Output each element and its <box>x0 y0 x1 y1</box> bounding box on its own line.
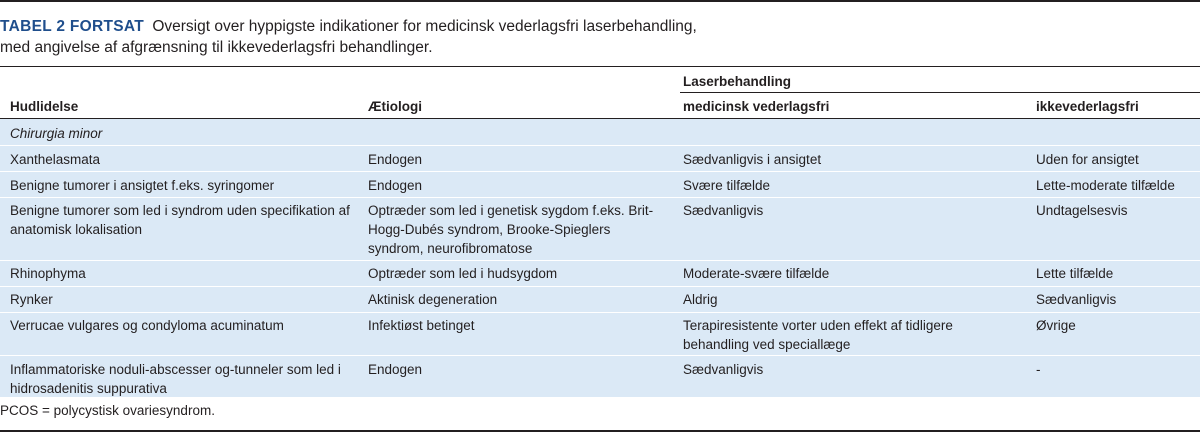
row-separator <box>0 171 1200 172</box>
cell-aetiologi: Optræder som led i genetisk sygdom f.eks. Brit-Hogg-Dubés syndrom, Brooke-Spieglers syndrom, neurofibromatose <box>368 203 654 256</box>
cell-ikkevederlagsfri: Lette tilfælde <box>1036 266 1114 281</box>
cell-ikkevederlagsfri: Uden for ansigtet <box>1036 152 1139 167</box>
header-ikkevederlagsfri: ikkevederlagsfri <box>1036 99 1139 114</box>
cell-hudlidelse: Xanthelasmata <box>10 152 101 167</box>
cell-aetiologi: Infektiøst betinget <box>368 318 475 333</box>
cell-aetiologi: Endogen <box>368 152 423 167</box>
cell-ikkevederlagsfri: Øvrige <box>1036 318 1076 333</box>
cell-ikkevederlagsfri: Sædvanligvis <box>1036 292 1117 307</box>
header-hudlidelse: Hudlidelse <box>10 99 79 114</box>
caption-label: TABEL 2 FORTSAT <box>0 18 144 35</box>
cell-hudlidelse: Benigne tumorer i ansigtet f.eks. syringomer <box>10 178 275 193</box>
cell-vederlagsfri: Moderate-svære tilfælde <box>683 266 830 281</box>
row-separator <box>0 260 1200 261</box>
cell-ikkevederlagsfri: - <box>1036 362 1041 377</box>
cell-ikkevederlagsfri: Undtagelsesvis <box>1036 203 1128 218</box>
header-group-laserbehandling: Laserbehandling <box>683 74 792 89</box>
row-separator <box>0 286 1200 287</box>
caption-text: Oversigt over hyppigste indikationer for medicinsk vederlagsfri laserbehandling, med angivelse af afgrænsning til ikkevederlagsfri behandlinger. <box>0 18 697 56</box>
cell-aetiologi: Optræder som led i hudsygdom <box>368 266 558 281</box>
cell-vederlagsfri: Aldrig <box>683 292 718 307</box>
table-caption <box>0 16 700 58</box>
header-group-rule <box>680 92 1200 93</box>
subheading-chirurgia-minor: Chirurgia minor <box>10 126 103 141</box>
cell-vederlagsfri: Svære tilfælde <box>683 178 771 193</box>
header-top-rule <box>0 66 1200 67</box>
cell-hudlidelse: Verrucae vulgares og condyloma acuminatum <box>10 318 284 333</box>
cell-vederlagsfri: Sædvanligvis i ansigtet <box>683 152 822 167</box>
row-separator <box>0 145 1200 146</box>
header-medicinsk-vederlagsfri: medicinsk vederlagsfri <box>683 99 830 114</box>
cell-vederlagsfri: Sædvanligvis <box>683 362 764 377</box>
cell-ikkevederlagsfri: Lette-moderate tilfælde <box>1036 178 1175 193</box>
cell-vederlagsfri: Sædvanligvis <box>683 203 764 218</box>
cell-aetiologi: Endogen <box>368 178 423 193</box>
row-separator <box>0 197 1200 198</box>
row-separator <box>0 312 1200 313</box>
cell-aetiologi: Endogen <box>368 362 423 377</box>
cell-vederlagsfri: Terapiresistente vorter uden effekt af tidligere behandling ved speciallæge <box>683 318 953 352</box>
cell-hudlidelse: Rhinophyma <box>10 266 86 281</box>
top-rule <box>0 0 1200 2</box>
cell-aetiologi: Aktinisk degeneration <box>368 292 498 307</box>
cell-hudlidelse: Inflammatoriske noduli-abscesser og-tunneler som led i hidrosadenitis suppurativa <box>10 362 341 396</box>
table-footnote: PCOS = polycystisk ovariesyndrom. <box>0 403 215 418</box>
header-aetiologi: Ætiologi <box>368 99 422 114</box>
bottom-rule <box>0 430 1200 432</box>
row-separator <box>0 355 1200 356</box>
cell-hudlidelse: Rynker <box>10 292 53 307</box>
cell-hudlidelse: Benigne tumorer som led i syndrom uden specifikation af anatomisk lokalisation <box>10 203 350 237</box>
